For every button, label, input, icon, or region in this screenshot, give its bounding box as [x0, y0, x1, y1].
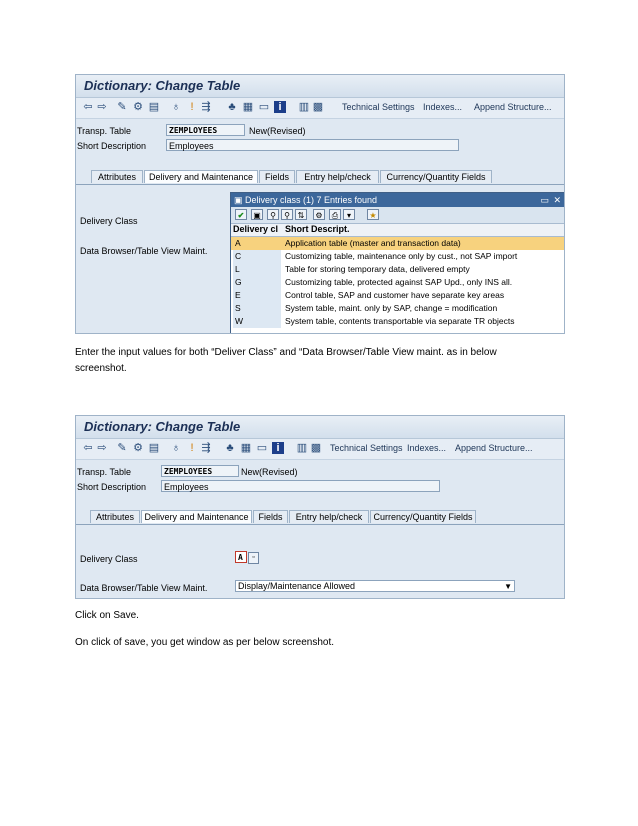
- popup-header: [231, 193, 565, 207]
- row-description: Customizing table, maintenance only by cust., not SAP import: [285, 251, 518, 261]
- short-description-field[interactable]: Employees: [161, 480, 440, 492]
- tab-strip: [76, 170, 564, 185]
- col-short-description[interactable]: Short Descript.: [285, 224, 350, 234]
- tab-fields[interactable]: Fields: [259, 170, 295, 183]
- table-row[interactable]: [231, 250, 565, 263]
- popup-toolbar: [231, 207, 565, 224]
- technical-settings-button[interactable]: Technical Settings: [342, 102, 415, 112]
- transp-table-label: Transp. Table: [77, 467, 132, 477]
- row-description: Application table (master and transaction data): [285, 238, 461, 248]
- where-used-icon[interactable]: ⇶: [201, 442, 211, 454]
- short-description-field[interactable]: Employees: [166, 139, 459, 151]
- layout-icon[interactable]: ▭: [256, 442, 268, 454]
- append-structure-button[interactable]: Append Structure...: [455, 443, 533, 453]
- delivery-class-label: Delivery Class: [80, 216, 138, 226]
- columns-icon[interactable]: ▥: [298, 101, 310, 113]
- row-code: C: [233, 250, 281, 263]
- indexes-button[interactable]: Indexes...: [407, 443, 447, 453]
- minimize-icon[interactable]: ▭: [540, 195, 549, 205]
- short-description-label: Short Description: [77, 482, 147, 492]
- hierarchy-tree-icon[interactable]: ♣: [228, 101, 236, 113]
- find-next-icon[interactable]: ⚲: [281, 209, 293, 220]
- edit-icon[interactable]: ✎: [117, 442, 127, 454]
- delivery-class-label: Delivery Class: [80, 554, 138, 564]
- window-title: Dictionary: Change Table: [84, 78, 241, 93]
- instruction-paragraph-1: Enter the input values for both “Deliver Class” and “Data Browser/Table View maint. as in below screenshot.: [75, 347, 497, 374]
- row-description: System table, maint. only by SAP, change = modification: [285, 303, 498, 313]
- grid-icon[interactable]: ▩: [310, 442, 322, 454]
- hierarchy-tree-icon[interactable]: ♣: [226, 442, 234, 454]
- tab-entry-help[interactable]: Entry help/check: [296, 170, 379, 183]
- table-row[interactable]: [231, 289, 565, 302]
- data-browser-label: Data Browser/Table View Maint.: [80, 246, 208, 256]
- table-row[interactable]: [231, 263, 565, 276]
- dropdown-value: Display/Maintenance Allowed: [238, 581, 356, 591]
- row-description: Table for storing temporary data, delivered empty: [285, 264, 470, 274]
- instruction-paragraph-3: On click of save, you get window as per below screenshot.: [75, 637, 335, 648]
- popup-title: Delivery class (1) 7 Entries found: [245, 195, 378, 205]
- title-bar: [76, 416, 564, 439]
- instruction-paragraph-2: Click on Save.: [75, 610, 139, 621]
- sap-screenshot-2: [75, 415, 565, 599]
- table-row[interactable]: [231, 315, 565, 328]
- col-delivery-class[interactable]: Delivery cl: [233, 224, 279, 234]
- select-icon[interactable]: ▣: [251, 209, 263, 220]
- info-icon[interactable]: i: [272, 442, 284, 454]
- table-icon[interactable]: ▦: [242, 101, 254, 113]
- close-icon[interactable]: ✕: [553, 195, 561, 205]
- display-change-icon[interactable]: ⚙: [133, 442, 143, 454]
- sap-screenshot-1: [75, 74, 565, 334]
- forward-arrow-icon[interactable]: ⇨: [97, 101, 107, 113]
- tab-currency-quantity[interactable]: Currency/Quantity Fields: [380, 170, 492, 183]
- append-structure-button[interactable]: Append Structure...: [474, 102, 552, 112]
- application-toolbar: [76, 98, 564, 119]
- edit-icon[interactable]: ✎: [117, 101, 127, 113]
- row-code: S: [233, 302, 281, 315]
- tab-currency-quantity[interactable]: Currency/Quantity Fields: [370, 510, 476, 523]
- technical-settings-button[interactable]: Technical Settings: [330, 443, 403, 453]
- table-row[interactable]: [231, 237, 565, 250]
- find-icon[interactable]: ⚲: [267, 209, 279, 220]
- delivery-class-field[interactable]: A: [235, 551, 247, 563]
- row-code: G: [233, 276, 281, 289]
- status-text: New(Revised): [249, 126, 306, 136]
- delivery-class-popup: [230, 192, 565, 334]
- back-arrow-icon[interactable]: ⇦: [83, 101, 93, 113]
- grid-icon[interactable]: ▩: [312, 101, 324, 113]
- other-object-icon[interactable]: ▤: [148, 442, 160, 454]
- transp-table-label: Transp. Table: [77, 126, 132, 136]
- transp-table-field[interactable]: ZEMPLOYEES: [166, 124, 245, 136]
- row-code: E: [233, 289, 281, 302]
- data-browser-label: Data Browser/Table View Maint.: [80, 583, 208, 593]
- chevron-down-icon[interactable]: ▼: [504, 582, 512, 591]
- table-icon[interactable]: ▦: [240, 442, 252, 454]
- grid-header: [231, 224, 565, 237]
- dropdown-icon[interactable]: ▾: [343, 209, 355, 220]
- activate-icon[interactable]: !: [190, 101, 194, 113]
- row-description: Customizing table, protected against SAP Upd., only INS all.: [285, 277, 513, 287]
- application-toolbar: [76, 439, 564, 460]
- value-help-icon[interactable]: ▫: [248, 552, 259, 564]
- info-icon[interactable]: i: [274, 101, 286, 113]
- row-code: L: [233, 263, 281, 276]
- window-icon: ▣: [234, 195, 243, 205]
- activate-icon[interactable]: !: [190, 442, 194, 454]
- data-browser-dropdown[interactable]: [235, 580, 515, 592]
- layout-icon[interactable]: ▭: [258, 101, 270, 113]
- settings-icon[interactable]: ⚙: [313, 209, 325, 220]
- row-code: W: [233, 315, 281, 328]
- hierarchy-icon[interactable]: ♁: [171, 101, 181, 113]
- tab-strip: [76, 510, 564, 525]
- print-icon[interactable]: ⎙: [329, 209, 341, 220]
- title-bar: [76, 75, 564, 98]
- display-change-icon[interactable]: ⚙: [133, 101, 143, 113]
- transp-table-field[interactable]: ZEMPLOYEES: [161, 465, 239, 477]
- status-text: New(Revised): [241, 467, 298, 477]
- columns-icon[interactable]: ▥: [296, 442, 308, 454]
- checkmark-icon[interactable]: ✔: [235, 209, 247, 220]
- forward-arrow-icon[interactable]: ⇨: [97, 442, 107, 454]
- tab-attributes[interactable]: Attributes: [90, 510, 140, 523]
- favorite-icon[interactable]: ★: [367, 209, 379, 220]
- table-row[interactable]: [231, 276, 565, 289]
- hierarchy-icon[interactable]: ♁: [171, 442, 181, 454]
- tab-fields[interactable]: Fields: [253, 510, 288, 523]
- where-used-icon[interactable]: ⇶: [201, 101, 211, 113]
- tab-attributes[interactable]: Attributes: [91, 170, 143, 183]
- sort-icon[interactable]: ⇅: [295, 209, 307, 220]
- back-arrow-icon[interactable]: ⇦: [83, 442, 93, 454]
- window-title: Dictionary: Change Table: [84, 419, 241, 434]
- short-description-label: Short Description: [77, 141, 147, 151]
- tab-entry-help[interactable]: Entry help/check: [289, 510, 369, 523]
- table-row[interactable]: [231, 302, 565, 315]
- indexes-button[interactable]: Indexes...: [423, 102, 463, 112]
- tab-delivery-maintenance[interactable]: Delivery and Maintenance: [144, 170, 258, 183]
- row-code: A: [233, 237, 281, 250]
- tab-delivery-maintenance[interactable]: Delivery and Maintenance: [141, 510, 252, 523]
- row-description: System table, contents transportable via separate TR objects: [285, 316, 515, 326]
- row-description: Control table, SAP and customer have separate key areas: [285, 290, 505, 300]
- other-object-icon[interactable]: ▤: [148, 101, 160, 113]
